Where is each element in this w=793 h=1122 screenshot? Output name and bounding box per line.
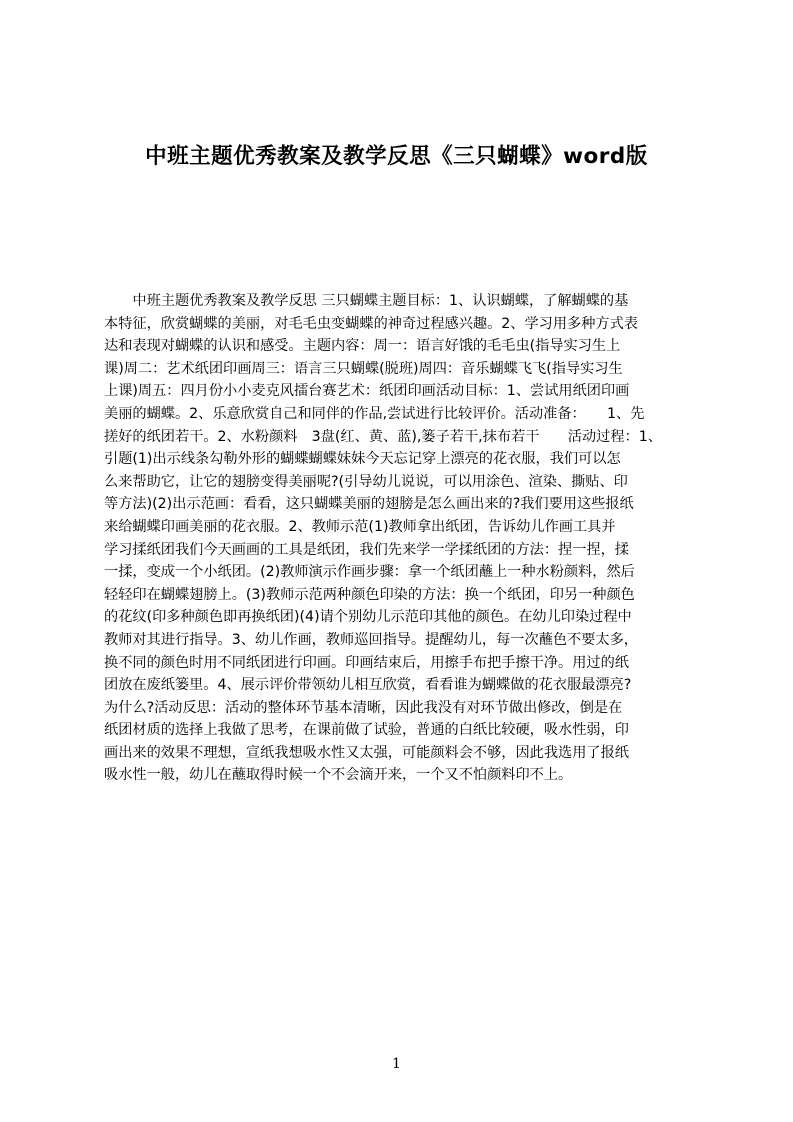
body-line: 达和表现对蝴蝶的认识和感受。主题内容：周一：语言好饿的毛毛虫(指导实习生上	[104, 338, 621, 355]
body-line: 画出来的效果不理想，宣纸我想吸水性又太强，可能颜料会不够，因此我选用了报纸	[104, 744, 629, 761]
body-line: 中班主题优秀教案及教学反思 三只蝴蝶主题目标：1、认识蝴蝶，了解蝴蝶的基	[104, 293, 629, 309]
body-line: 团放在废纸篓里。4、展示评价带领幼儿相互欣赏，看看谁为蝴蝶做的花衣服最漂亮?	[104, 677, 632, 694]
body-line: 上课)周五：四月份小小麦克风擂台赛艺术：纸团印画活动目标：1、尝试用纸团印画	[104, 383, 630, 400]
body-line: 来给蝴蝶印画美丽的花衣服。2、教师示范(1)教师拿出纸团，告诉幼儿作画工具并	[104, 518, 616, 535]
body-line: 课)周二：艺术纸团印画周三：语言三只蝴蝶(脱班)周四：音乐蝴蝶飞飞(指导实习生	[104, 360, 623, 377]
body-line: 引题(1)出示线条勾勒外形的蝴蝶蝴蝶妹妹今天忘记穿上漂亮的花衣服，我们可以怎	[104, 451, 621, 468]
document-title: 中班主题优秀教案及教学反思《三只蝴蝶》word版	[145, 144, 648, 169]
body-line: 学习揉纸团我们今天画画的工具是纸团，我们先来学一学揉纸团的方法：捏一捏，揉	[104, 541, 629, 558]
body-line: 等方法)(2)出示范画：看看，这只蝴蝶美丽的翅膀是怎么画出来的?我们要用这些报纸	[104, 496, 634, 513]
body-line: 搓好的纸团若干。2、水粉颜料 3盘(红、黄、蓝),篓子若干,抹布若干 活动过程：1、	[104, 428, 662, 445]
body-text	[104, 290, 697, 787]
body-line: 轻轻印在蝴蝶翅膀上。(3)教师示范两种颜色印染的方法：换一个纸团，印另一种颜色	[104, 586, 635, 603]
body-line: 么来帮助它，让它的翅膀变得美丽呢?(引导幼儿说说，可以用涂色、渲染、撕贴、印	[104, 473, 628, 490]
body-line: 纸团材质的选择上我做了思考，在课前做了试验，普通的白纸比较硬，吸水性弱，印	[104, 722, 629, 739]
body-line: 吸水性一般，幼儿在蘸取得时候一个不会滴开来，一个又不怕颜料印不上。	[104, 767, 573, 784]
body-line: 的花纹(印多种颜色即再换纸团)(4)请个别幼儿示范印其他的颜色。在幼儿印染过程中	[104, 609, 632, 626]
body-line: 一揉，变成一个小纸团。(2)教师演示作画步骤：拿一个纸团蘸上一种水粉颜料，然后	[104, 564, 635, 581]
body-line: 本特征，欣赏蝴蝶的美丽，对毛毛虫变蝴蝶的神奇过程感兴趣。2、学习用多种方式表	[104, 315, 638, 332]
body-line: 美丽的蝴蝶。2、乐意欣赏自己和同伴的作品,尝试进行比较评价。活动准备： 1、先	[104, 405, 645, 422]
body-line: 换不同的颜色时用不同纸团进行印画。印画结束后，用擦手布把手擦干净。用过的纸	[104, 654, 629, 671]
page-number: 1	[392, 1056, 401, 1072]
body-line: 为什么?活动反思：活动的整体环节基本清晰，因此我没有对环节做出修改，倒是在	[104, 699, 623, 716]
body-line: 教师对其进行指导。3、幼儿作画，教师巡回指导。提醒幼儿，每一次蘸色不要太多，	[104, 631, 638, 648]
